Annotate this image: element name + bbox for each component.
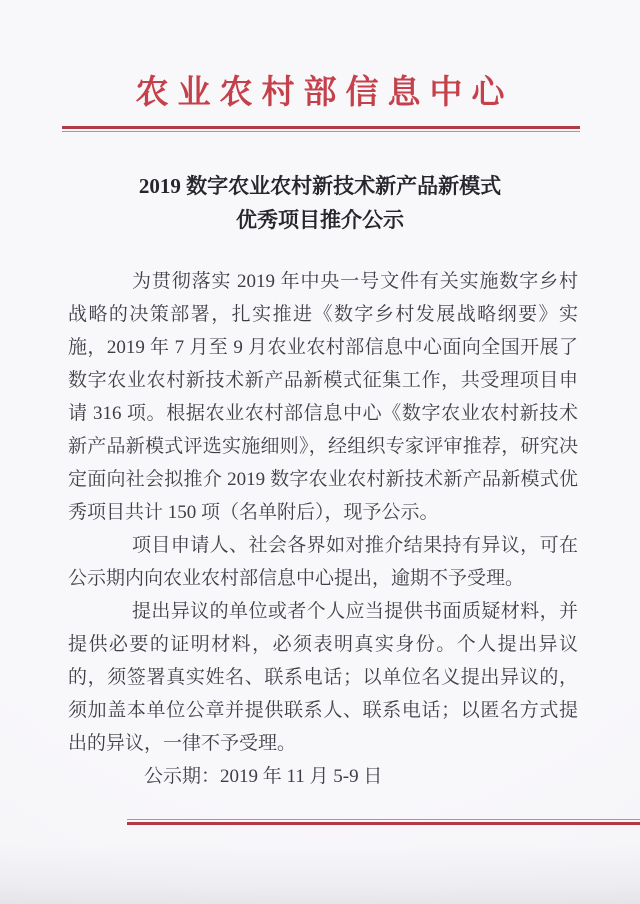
letterhead-org-name: 农业农村部信息中心 [135, 75, 514, 111]
header-rule-thick-line [62, 126, 580, 129]
document-title-line2: 优秀项目推介公示 [236, 208, 404, 232]
publicity-period-line: 公示期：2019 年 11 月 5-9 日 [144, 766, 383, 787]
scan-bottom-shadow [0, 844, 640, 904]
paragraph: 提出异议的单位或者个人应当提供书面质疑材料，并提供必要的证明材料，必须表明真实身份。个人提出异议的，须签署真实姓名、联系电话；以单位名义提出异议的，须加盖本单位公章并提供联系人、联系电话；以匿名方式提出的异议，一律不予受理。 [68, 601, 578, 754]
footer-rule-thin-line [127, 819, 640, 820]
paragraph: 项目申请人、社会各界如对推介结果持有异议，可在公示期内向农业农村部信息中心提出，逾期不予受理。 [68, 535, 578, 589]
footer-double-rule [127, 819, 640, 825]
footer-rule-thick-line [127, 822, 640, 825]
header-rule-thin-line [62, 131, 580, 132]
header-double-rule [62, 126, 580, 132]
document-title [0, 169, 640, 237]
document-body [68, 265, 578, 793]
document-title-line1: 2019 数字农业农村新技术新产品新模式 [138, 174, 502, 198]
paragraph: 为贯彻落实 2019 年中央一号文件有关实施数字乡村战略的决策部署，扎实推进《数字乡村发展战略纲要》实施，2019 年 7 月至 9 月农业农村部信息中心面向全国开展了数字农业农村新技术新产品新模式征集工作，共受理项目申请 316 项。根据农业农村部信息中心《数字农业农村新技术新产品新模式评选实施细则》，经组织专家评审推荐，研究决定面向社会拟推介 2019 数字农业农村新技术新产品新模式优秀项目共计 150 项（名单附后），现予公示。 [68, 271, 578, 523]
